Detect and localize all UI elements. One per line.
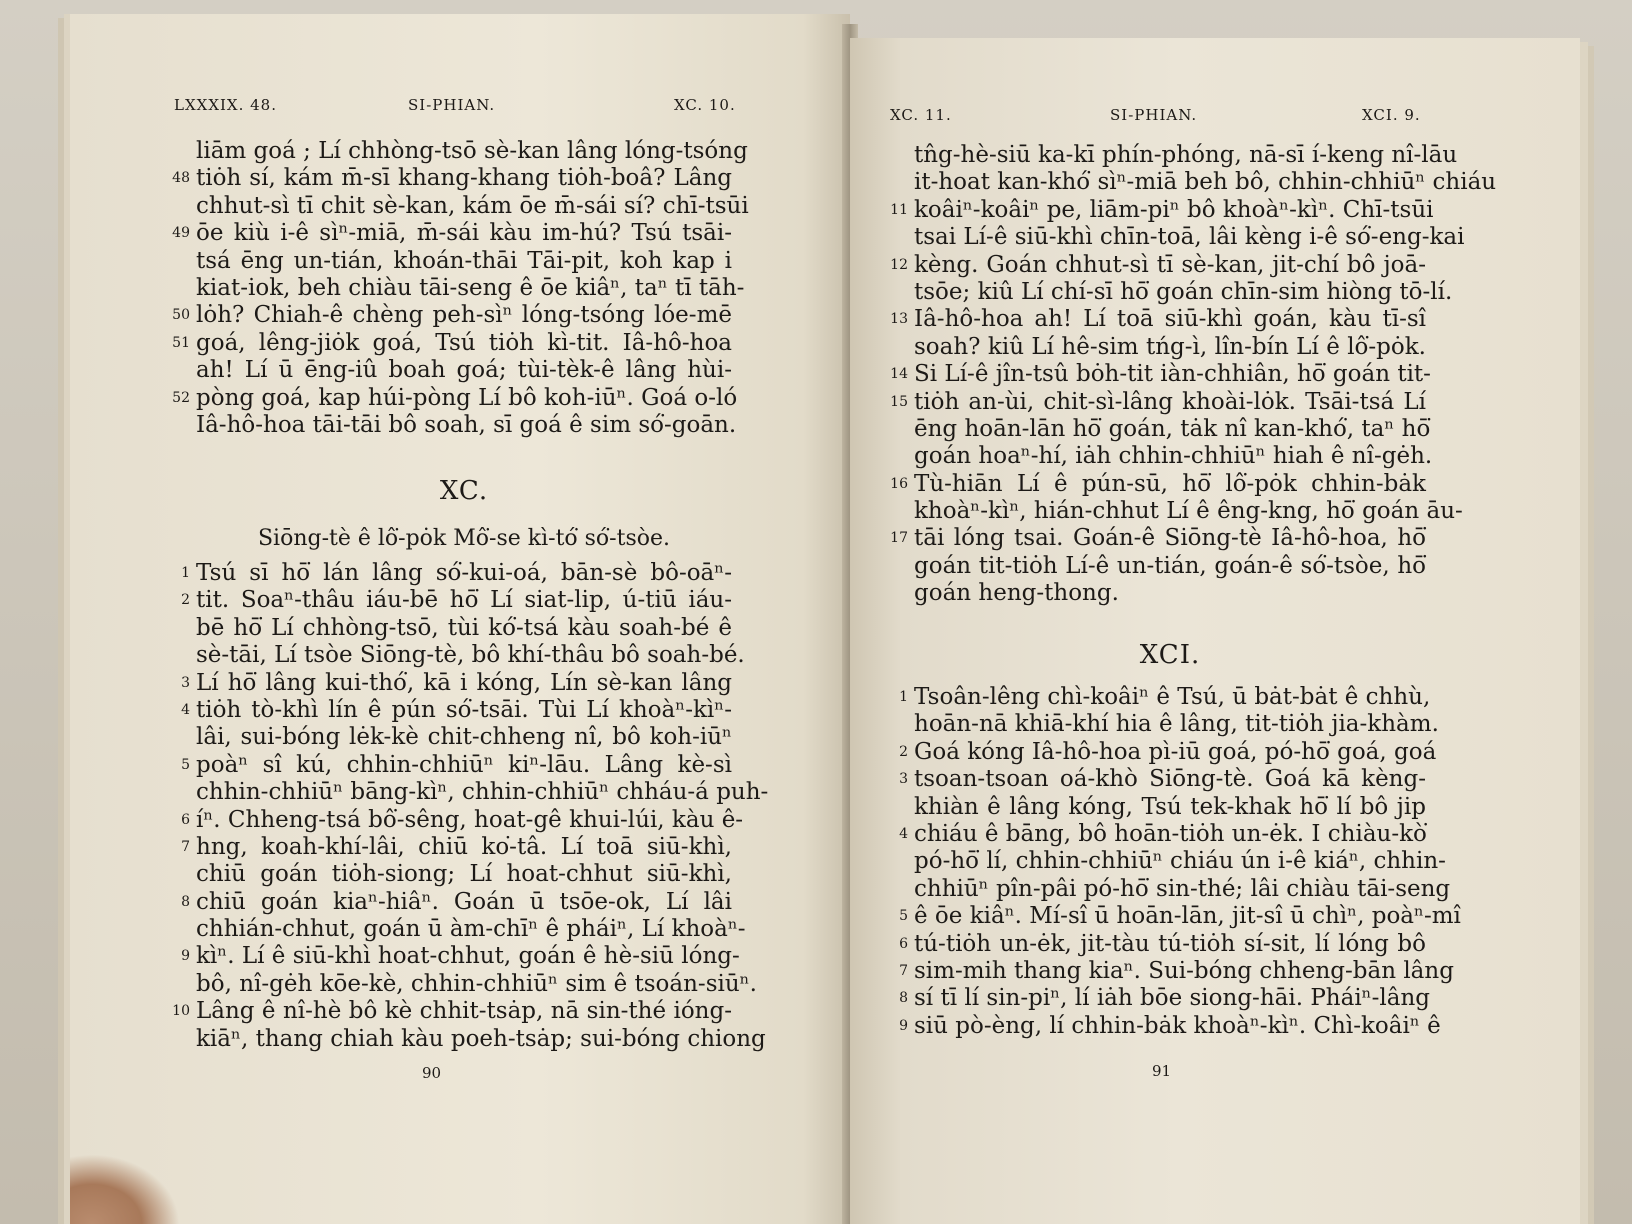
right-header-title: SI-PHIAN.: [1110, 106, 1198, 124]
verse-number: 11: [890, 201, 908, 218]
line-text: Si Lí-ê jîn-tsû bȯh-tit iàn-chhiân, hō͘ goán tit-: [914, 361, 1431, 388]
line-text: sí tī lí sin-piⁿ, lí iȧh bōe siong-hāi. Pháiⁿ-lâng: [914, 985, 1431, 1012]
verse-number: 5: [899, 908, 908, 925]
verse-number: 7: [899, 962, 908, 979]
line-text: liām goá ; Lí chhòng-tsō sè-kan lâng lóng-tsóng: [196, 138, 748, 164]
line-text: chhut-sì tī chit sè-kan, kám ōe m̄-sái sí? chī-tsūi: [196, 192, 749, 219]
text-line: [196, 1025, 766, 1053]
line-text: chhiūⁿ pîn-pâi pó-hō͘ sin-thé; lâi chiàu tāi-seng: [914, 875, 1451, 902]
line-text: Lâng ê nî-hè bô kè chhit-tsȧp, nā sin-thé ióng-: [196, 998, 732, 1025]
text-line: [890, 361, 1431, 388]
line-text: chiū goán kiaⁿ-hiâⁿ. Goán ū tsōe-ok, Lí lâi: [196, 888, 732, 915]
text-line: [172, 165, 732, 192]
text-line: [914, 415, 1431, 443]
text-line: [899, 766, 1426, 793]
text-line: [196, 248, 732, 275]
line-text: chhián-chhut, goán ū àm-chīⁿ ê pháiⁿ, Lí khoàⁿ-: [196, 916, 746, 943]
line-text: pó-hō͘ lí, chhin-chhiūⁿ chiáu ún i-ê kiáⁿ, chhin-: [914, 848, 1446, 875]
text-line: [890, 196, 1434, 224]
line-text: tiȯh tò-khì lín ê pún só͘-tsāi. Tùi Lí khoàⁿ-kìⁿ-: [196, 696, 732, 723]
text-line: [899, 930, 1426, 958]
section-heading-xci: XCI.: [1139, 640, 1201, 670]
left-header-chapter-ref: LXXXIX. 48.: [174, 96, 277, 114]
line-text: Iâ-hô-hoa tāi-tāi bô soah, sī goá ê sim só͘-goān.: [196, 411, 737, 438]
verse-number: 6: [899, 935, 908, 952]
right-page-number: 91: [1152, 1062, 1172, 1080]
text-line: [196, 724, 732, 751]
left-header-verse-ref: XC. 10.: [674, 96, 736, 114]
verse-number: 13: [890, 311, 908, 328]
text-line: [196, 970, 757, 998]
text-line: [899, 684, 1431, 711]
text-line: [181, 587, 732, 614]
right-body-text-block: [899, 684, 1461, 1040]
left-body-text-block: [172, 560, 769, 1053]
verse-number: 8: [181, 893, 190, 910]
line-text: khiàn ê lâng kóng, Tsú tek-khak hō͘ lí bô jip: [914, 793, 1426, 820]
line-text: tsoan-tsoan oá-khò Siōng-tè. Goá kā kèng-: [914, 766, 1426, 793]
text-line: [914, 580, 1426, 607]
verse-number: 10: [172, 1003, 190, 1020]
text-line: [196, 615, 732, 642]
line-text: tn̂g-hè-siū ka-kī phín-phóng, nā-sī í-keng nî-lāu: [914, 142, 1458, 168]
line-text: Iâ-hô-hoa ah! Lí toā siū-khì goán, kàu tī-sî: [914, 306, 1426, 333]
line-text: kìⁿ. Lí ê siū-khì hoat-chhut, goán ê hè-siū lóng-: [196, 943, 740, 970]
verse-number: 6: [181, 811, 190, 828]
text-line: [172, 329, 732, 357]
line-text: tsai Lí-ê siū-khì chīn-toā, lâi kèng i-ê só͘-eng-kai: [914, 224, 1465, 251]
text-line: [172, 998, 732, 1025]
line-text: kiat-iok, beh chiàu tāi-seng ê ōe kiâⁿ, taⁿ tī tāh-: [196, 274, 745, 301]
text-line: [196, 642, 745, 669]
line-text: Lí hō͘ lâng kui-thó͘, kā i kóng, Lín sè-kan lâng: [196, 669, 732, 696]
thumb: [70, 1154, 180, 1224]
left-page: [70, 14, 850, 1224]
line-text: ah! Lí ū ēng-iû boah goá; tùi-tèk-ê lâng hùi-: [196, 357, 732, 384]
line-text: chiáu ê bāng, bô hoān-tiȯh un-ėk. I chiàu-kò͘: [914, 820, 1427, 847]
line-text: tiȯh an-ùi, chit-sì-lâng khoài-lȯk. Tsāi-tsá Lí: [914, 388, 1426, 415]
line-text: ê ōe kiâⁿ. Mí-sî ū hoān-lān, jit-sî ū chìⁿ, poàⁿ-mî: [914, 903, 1461, 930]
text-line: [181, 888, 732, 916]
line-text: sim-mih thang kiaⁿ. Sui-bóng chheng-bān lâng: [914, 957, 1454, 984]
line-text: tú-tiȯh un-ėk, jit-tàu tú-tiȯh sí-sit, lí lóng bô: [914, 930, 1426, 957]
verse-number: 17: [890, 530, 908, 547]
text-line: [914, 498, 1463, 525]
verse-number: 49: [172, 225, 190, 242]
line-text: sè-tāi, Lí tsòe Siōng-tè, bô khí-thâu bô soah-bé.: [196, 642, 745, 669]
text-line: [196, 861, 732, 888]
left-top-text-block: [172, 138, 749, 439]
text-line: [181, 806, 744, 834]
text-line: [181, 833, 732, 861]
text-line: [914, 142, 1458, 169]
right-page: [850, 38, 1580, 1224]
text-line: [181, 943, 740, 970]
line-text: bē hō͘ Lí chhòng-tsō, tùi kó͘-tsá kàu soah-bé ê: [196, 614, 732, 641]
line-text: tāi lóng tsai. Goán-ê Siōng-tè Iâ-hô-hoa, hō͘: [914, 525, 1426, 552]
line-text: tsōe; kiû Lí chí-sī hō͘ goán chīn-sim hiòng tō-lí.: [914, 278, 1453, 305]
verse-number: 50: [172, 307, 190, 324]
verse-number: 16: [890, 475, 908, 492]
verse-number: 9: [899, 1017, 908, 1034]
line-text: chiū goán tiȯh-siong; Lí hoat-chhut siū-khì,: [196, 861, 732, 888]
text-line: [172, 220, 732, 247]
verse-number: 52: [172, 389, 190, 406]
psalm-xc-subheading: Siōng-tè ê lô͘-pȯk Mô͘-se kì-tó͘ só͘-tsòe.: [257, 526, 671, 551]
right-header-chapter-ref: XC. 11.: [890, 106, 952, 124]
left-page-number: 90: [422, 1064, 442, 1082]
right-top-text-block: [890, 142, 1497, 608]
text-line: [181, 696, 732, 724]
line-text: bô, nî-gėh kōe-kè, chhin-chhiūⁿ sim ê tsoán-siūⁿ.: [196, 970, 757, 997]
verse-number: 1: [899, 689, 908, 705]
left-header-title: SI-PHIAN.: [408, 96, 496, 114]
text-line: [899, 957, 1454, 985]
line-text: íⁿ. Chheng-tsá bô͘-sêng, hoat-gê khui-lúi, kàu ê-: [196, 806, 744, 833]
section-heading-xc: XC.: [439, 476, 489, 506]
text-line: [914, 443, 1433, 470]
line-text: kèng. Goán chhut-sì tī sè-kan, jit-chí bô joā-: [914, 251, 1426, 278]
line-text: goán tit-tiȯh Lí-ê un-tián, goán-ê só͘-tsòe, hō͘: [914, 552, 1426, 579]
line-text: ēng hoān-lān hō͘ goán, tȧk nî kan-khó͘, taⁿ hō͘: [914, 415, 1431, 442]
text-line: [899, 738, 1437, 766]
text-line: [196, 138, 748, 165]
text-line: [899, 985, 1431, 1012]
verse-number: 4: [899, 825, 908, 842]
text-line: [196, 274, 745, 302]
text-line: [899, 1012, 1441, 1040]
line-text: Tsú sī hō͘ lán lâng só͘-kui-oá, bān-sè bô-oāⁿ-: [196, 560, 732, 586]
line-text: khoàⁿ-kìⁿ, hián-chhut Lí ê êng-kng, hō͘ goán āu-: [914, 498, 1463, 525]
text-line: [899, 903, 1461, 930]
text-line: [172, 384, 738, 412]
text-line: [914, 169, 1497, 196]
verse-number: 2: [181, 592, 190, 609]
verse-number: 3: [899, 771, 908, 788]
text-line: [890, 525, 1426, 552]
line-text: koâiⁿ-koâiⁿ pe, liām-piⁿ bô khoàⁿ-kìⁿ. Chī-tsūi: [914, 196, 1434, 223]
verse-number: 15: [890, 393, 908, 410]
verse-number: 2: [899, 743, 908, 760]
text-line: [890, 470, 1426, 498]
text-line: [890, 388, 1426, 416]
verse-number: 3: [181, 674, 190, 691]
text-line: [890, 306, 1426, 333]
right-header-verse-ref: XCI. 9.: [1362, 106, 1421, 124]
text-line: [890, 251, 1426, 279]
text-line: [914, 848, 1446, 875]
verse-number: 5: [181, 756, 190, 773]
text-line: [914, 794, 1426, 821]
line-text: pòng goá, kap húi-pòng Lí bô koh-iūⁿ. Goá o-ló: [196, 384, 738, 411]
line-text: Goá kóng Iâ-hô-hoa pì-iū goá, pó-hō͘ goá, goá: [914, 738, 1437, 765]
line-text: goán heng-thong.: [914, 580, 1119, 607]
verse-number: 12: [890, 256, 908, 273]
text-line: [899, 820, 1427, 848]
verse-number: 4: [181, 701, 190, 718]
line-text: chhin-chhiūⁿ bāng-kìⁿ, chhin-chhiūⁿ chháu-á puh-: [196, 779, 769, 806]
line-text: soah? kiû Lí hê-sim tńg-ì, lîn-bín Lí ê lô͘-pȯk.: [914, 333, 1426, 360]
line-text: poàⁿ sî kú, chhin-chhiūⁿ kiⁿ-lāu. Lâng kè-sì: [196, 751, 732, 778]
text-line: [196, 779, 769, 806]
line-text: kiāⁿ, thang chiah kàu poeh-tsȧp; sui-bóng chiong: [196, 1025, 766, 1052]
text-line: [914, 278, 1453, 306]
text-line: [172, 302, 732, 329]
verse-number: 9: [181, 948, 190, 965]
line-text: lȯh? Chiah-ê chèng peh-sìⁿ lóng-tsóng lóe-mē: [196, 302, 732, 329]
text-line: [914, 875, 1451, 903]
line-text: it-hoat kan-khó͘ sìⁿ-miā beh bô, chhin-chhiūⁿ chiáu: [914, 169, 1497, 196]
line-text: hoān-nā khiā-khí hia ê lâng, tit-tiȯh jia-khàm.: [914, 711, 1439, 738]
line-text: goá, lêng-jiȯk goá, Tsú tiȯh kì-tit. Iâ-hô-hoa: [196, 329, 732, 356]
line-text: hng, koah-khí-lâi, chiū ko͘-tâ. Lí toā siū-khì,: [196, 833, 732, 860]
line-text: tit. Soaⁿ-thâu iáu-bē hō͘ Lí siat-lip, ú-tiū iáu-: [196, 587, 732, 614]
verse-number: 7: [181, 838, 190, 855]
text-line: [181, 560, 732, 587]
line-text: goán hoaⁿ-hí, iȧh chhin-chhiūⁿ hiah ê nî-gėh.: [914, 443, 1433, 470]
line-text: lâi, sui-bóng lėk-kè chit-chheng nî, bô koh-iūⁿ: [196, 724, 732, 751]
verse-number: 14: [890, 366, 908, 383]
line-text: tiȯh sí, kám m̄-sī khang-khang tiȯh-boâ? Lâng: [196, 165, 732, 192]
text-line: [181, 669, 732, 697]
verse-number: 8: [899, 990, 908, 1007]
verse-number: 1: [181, 565, 190, 581]
text-line: [196, 357, 732, 384]
text-line: [914, 553, 1426, 580]
text-line: [196, 192, 749, 220]
line-text: tsá ēng un-tián, khoán-thāi Tāi-pit, koh kap i: [196, 247, 732, 274]
text-line: [914, 711, 1439, 738]
verse-number: 48: [172, 170, 190, 187]
text-line: [196, 411, 737, 439]
line-text: ōe kiù i-ê sìⁿ-miā, m̄-sái kàu im-hú? Tsú tsāi-: [196, 220, 732, 247]
text-line: [181, 751, 732, 779]
text-line: [196, 916, 746, 943]
verse-number: 51: [172, 334, 190, 351]
line-text: siū pò-èng, lí chhin-bȧk khoàⁿ-kìⁿ. Chì-koâiⁿ ê: [914, 1012, 1441, 1039]
line-text: Tù-hiān Lí ê pún-sū, hō͘ lô͘-pȯk chhin-bȧk: [914, 470, 1426, 497]
text-line: [914, 224, 1465, 251]
text-line: [914, 334, 1426, 361]
line-text: Tsoân-lêng chì-koâiⁿ ê Tsú, ū bȧt-bȧt ê chhù,: [914, 684, 1431, 710]
